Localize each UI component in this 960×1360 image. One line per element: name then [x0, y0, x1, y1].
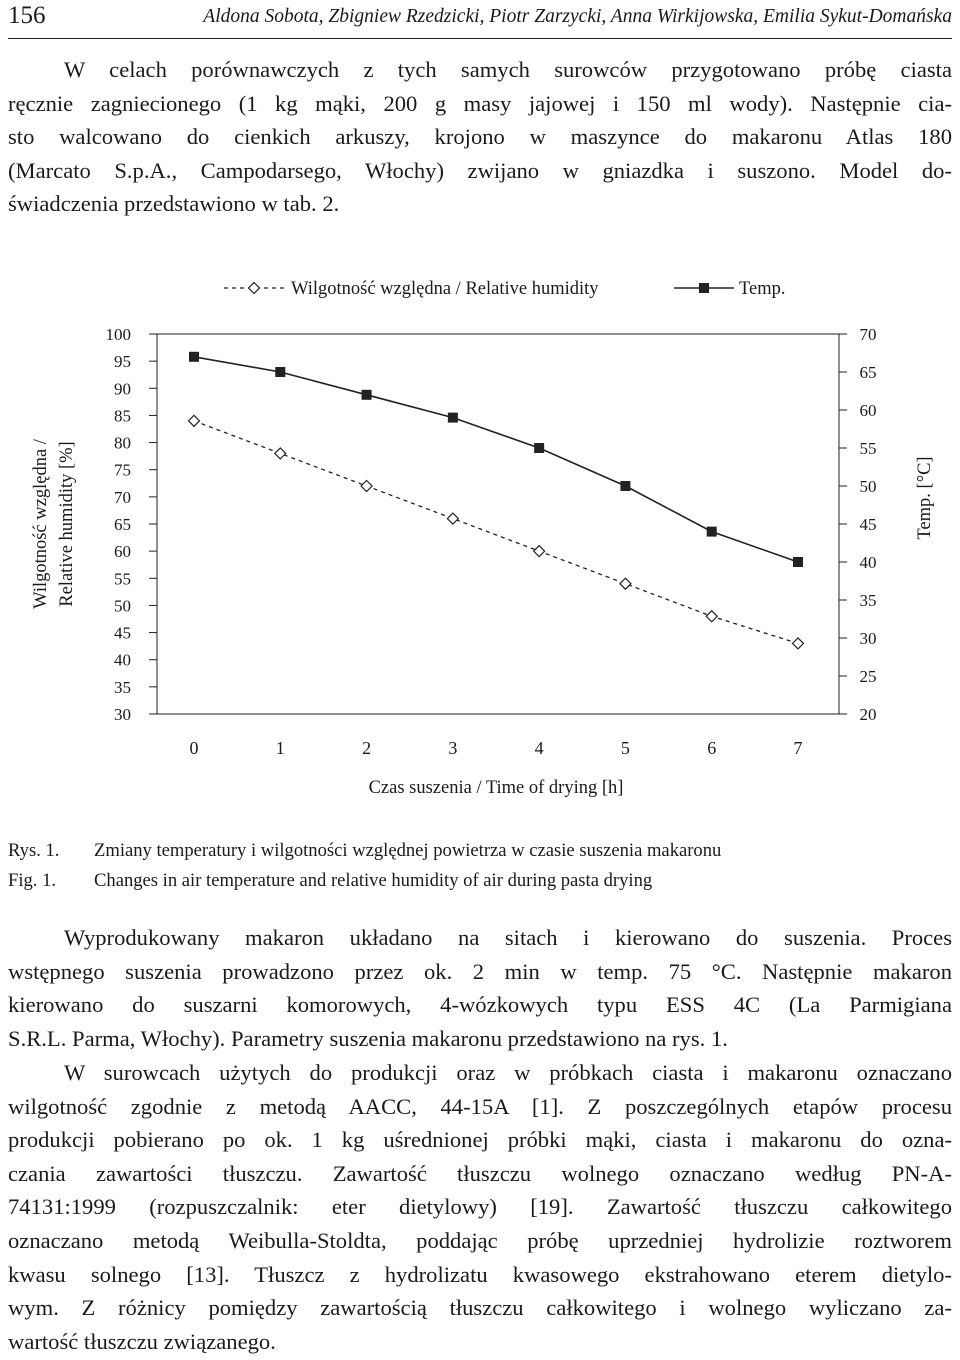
x-tick-label: 0 [189, 738, 199, 758]
paragraph-methods [8, 1056, 952, 1358]
humidity-point [189, 415, 200, 426]
legend-humidity-marker [249, 283, 260, 294]
text-line: wym. Z różnicy pomiędzy zawartością tłuszczu całkowitego i wolnego wyliczano za- [8, 1295, 952, 1321]
x-axis-label: Czas suszenia / Time of drying [h] [368, 778, 624, 798]
left-tick-label: 55 [114, 569, 131, 589]
left-tick-label: 35 [114, 677, 131, 697]
text-line: produkcji pobierano po ok. 1 kg uśrednionej próbki mąki, ciasta i makaronu do ozna- [8, 1127, 952, 1153]
temperature-point [275, 367, 285, 377]
text-line: Wyprodukowany makaron układano na sitach i kierowano do suszenia. Proces [64, 925, 952, 950]
left-axis-label [31, 438, 77, 609]
caption-pl [8, 836, 721, 866]
humidity-point [361, 481, 372, 492]
text-line: oznaczano metodą Weibulla-Stoldta, poddając próbę uprzedniej hydrolizie roztworem [8, 1227, 952, 1253]
caption-en-text: Changes in air temperature and relative humidity of air during pasta drying [94, 870, 653, 891]
left-axis-ticks [106, 325, 158, 724]
temperature-point [707, 527, 717, 537]
humidity-point [793, 638, 804, 649]
text-line: wstępnego suszenia prowadzono przez ok. 2 min w temp. 75 °C. Następnie makaron [8, 958, 952, 984]
humidity-point [534, 546, 545, 557]
right-tick-label: 55 [859, 439, 877, 458]
x-tick-label: 5 [620, 738, 630, 758]
right-tick-label: 70 [859, 325, 877, 344]
chart-legend [224, 279, 786, 299]
x-tick-label: 6 [707, 738, 717, 758]
text-line: kwasu solnego [13]. Tłuszcz z hydrolizatu kwasowego ekstrahowano eterem dietylo- [8, 1261, 952, 1287]
caption-en-label: Fig. 1. [8, 870, 57, 891]
text-line: czania zawartości tłuszczu. Zawartość tłuszczu wolnego oznaczano według PN-A- [8, 1160, 952, 1186]
text-line: 74131:1999 (rozpuszczalnik: eter dietylowy) [19]. Zawartość tłuszczu całkowitego [8, 1194, 952, 1220]
series-layer [189, 352, 804, 649]
paragraph-intro [8, 53, 952, 221]
x-tick-label: 2 [362, 738, 372, 758]
plot-area-frame [157, 334, 839, 714]
left-tick-label: 90 [114, 379, 131, 399]
right-tick-label: 50 [859, 477, 877, 496]
right-tick-label: 20 [859, 705, 877, 724]
text-line: wartość tłuszczu związanego. [8, 1328, 276, 1354]
left-axis-label-line: Wilgotność względna / [31, 439, 51, 609]
right-tick-label: 45 [859, 515, 877, 534]
left-tick-label: 40 [114, 650, 131, 670]
text-line: W celach porównawczych z tych samych surowców przygotowano próbę ciasta [64, 57, 952, 82]
figure-caption [8, 836, 721, 896]
right-tick-label: 25 [859, 667, 877, 686]
x-tick-label: 7 [793, 738, 803, 758]
left-tick-label: 80 [114, 433, 131, 453]
left-axis-label-group [31, 438, 77, 609]
x-tick-label: 4 [534, 738, 544, 758]
right-axis-label-group [915, 456, 935, 539]
temperature-point [793, 557, 803, 567]
text-line: wilgotność zgodnie z metodą AACC, 44-15A [1]. Z poszczególnych etapów procesu [8, 1093, 952, 1119]
legend-temperature-marker [699, 283, 709, 293]
left-tick-label: 95 [114, 352, 131, 372]
x-axis-ticks [190, 738, 803, 758]
text-line: ręcznie zagniecionego (1 kg mąki, 200 g masy jajowej i 150 ml wody). Następnie cia- [8, 90, 952, 116]
legend-humidity-label: Wilgotność względna / Relative humidity [291, 279, 599, 299]
text-line: świadczenia przedstawiono w tab. 2. [8, 191, 340, 217]
right-axis-label [915, 456, 935, 539]
text-line: kierowano do suszarni komorowych, 4-wózkowych typu ESS 4C (La Parmigiana [8, 992, 952, 1018]
left-tick-label: 100 [105, 325, 131, 344]
left-axis-label-line: Relative humidity [%] [57, 441, 77, 607]
temperature-point [534, 443, 544, 453]
page-number: 156 [8, 2, 46, 29]
left-tick-label: 85 [114, 406, 131, 426]
text-line: (Marcato S.p.A., Campodarsego, Włochy) zwijano w gniazdka i suszono. Model do- [8, 157, 952, 183]
temperature-point [189, 352, 199, 362]
temperature-point [620, 481, 630, 491]
right-tick-label: 65 [859, 363, 877, 382]
caption-pl-label: Rys. 1. [8, 840, 60, 861]
legend-temperature-label: Temp. [739, 279, 786, 299]
text-line: S.R.L. Parma, Włochy). Parametry suszenia makaronu przedstawiono na rys. 1. [8, 1025, 728, 1051]
paragraph-drying [8, 921, 952, 1055]
caption-en [8, 866, 721, 896]
humidity-point [275, 448, 286, 459]
running-head-authors: Aldona Sobota, Zbigniew Rzedzicki, Piotr Zarzycki, Anna Wirkijowska, Emilia Sykut-Domańska [203, 6, 952, 27]
left-tick-label: 45 [114, 623, 131, 643]
left-tick-label: 75 [114, 460, 131, 480]
right-axis-ticks [839, 325, 877, 724]
right-tick-label: 40 [859, 553, 877, 572]
text-line: W surowcach użytych do produkcji oraz w próbkach ciasta i makaronu oznaczano [64, 1060, 952, 1085]
left-tick-label: 65 [114, 515, 131, 534]
right-tick-label: 35 [859, 591, 877, 610]
humidity-point [447, 513, 458, 524]
right-tick-label: 30 [859, 629, 877, 648]
x-tick-label: 3 [448, 738, 458, 758]
page-header [8, 0, 952, 39]
right-tick-label: 60 [859, 401, 877, 420]
left-tick-label: 60 [114, 542, 131, 562]
humidity-point [620, 578, 631, 589]
left-tick-label: 50 [114, 596, 131, 616]
temperature-point [448, 413, 458, 423]
drying-chart [0, 272, 960, 798]
temperature-point [362, 390, 372, 400]
caption-pl-text: Zmiany temperatury i wilgotności względnej powietrza w czasie suszenia makaronu [94, 840, 722, 861]
text-line: sto walcowano do cienkich arkuszy, krojono w maszynce do makaronu Atlas 180 [8, 124, 952, 150]
x-tick-label: 1 [275, 738, 285, 758]
left-tick-label: 70 [114, 487, 131, 507]
humidity-point [706, 611, 717, 622]
left-tick-label: 30 [114, 705, 131, 724]
right-axis-label-text: Temp. [°C] [915, 456, 935, 540]
